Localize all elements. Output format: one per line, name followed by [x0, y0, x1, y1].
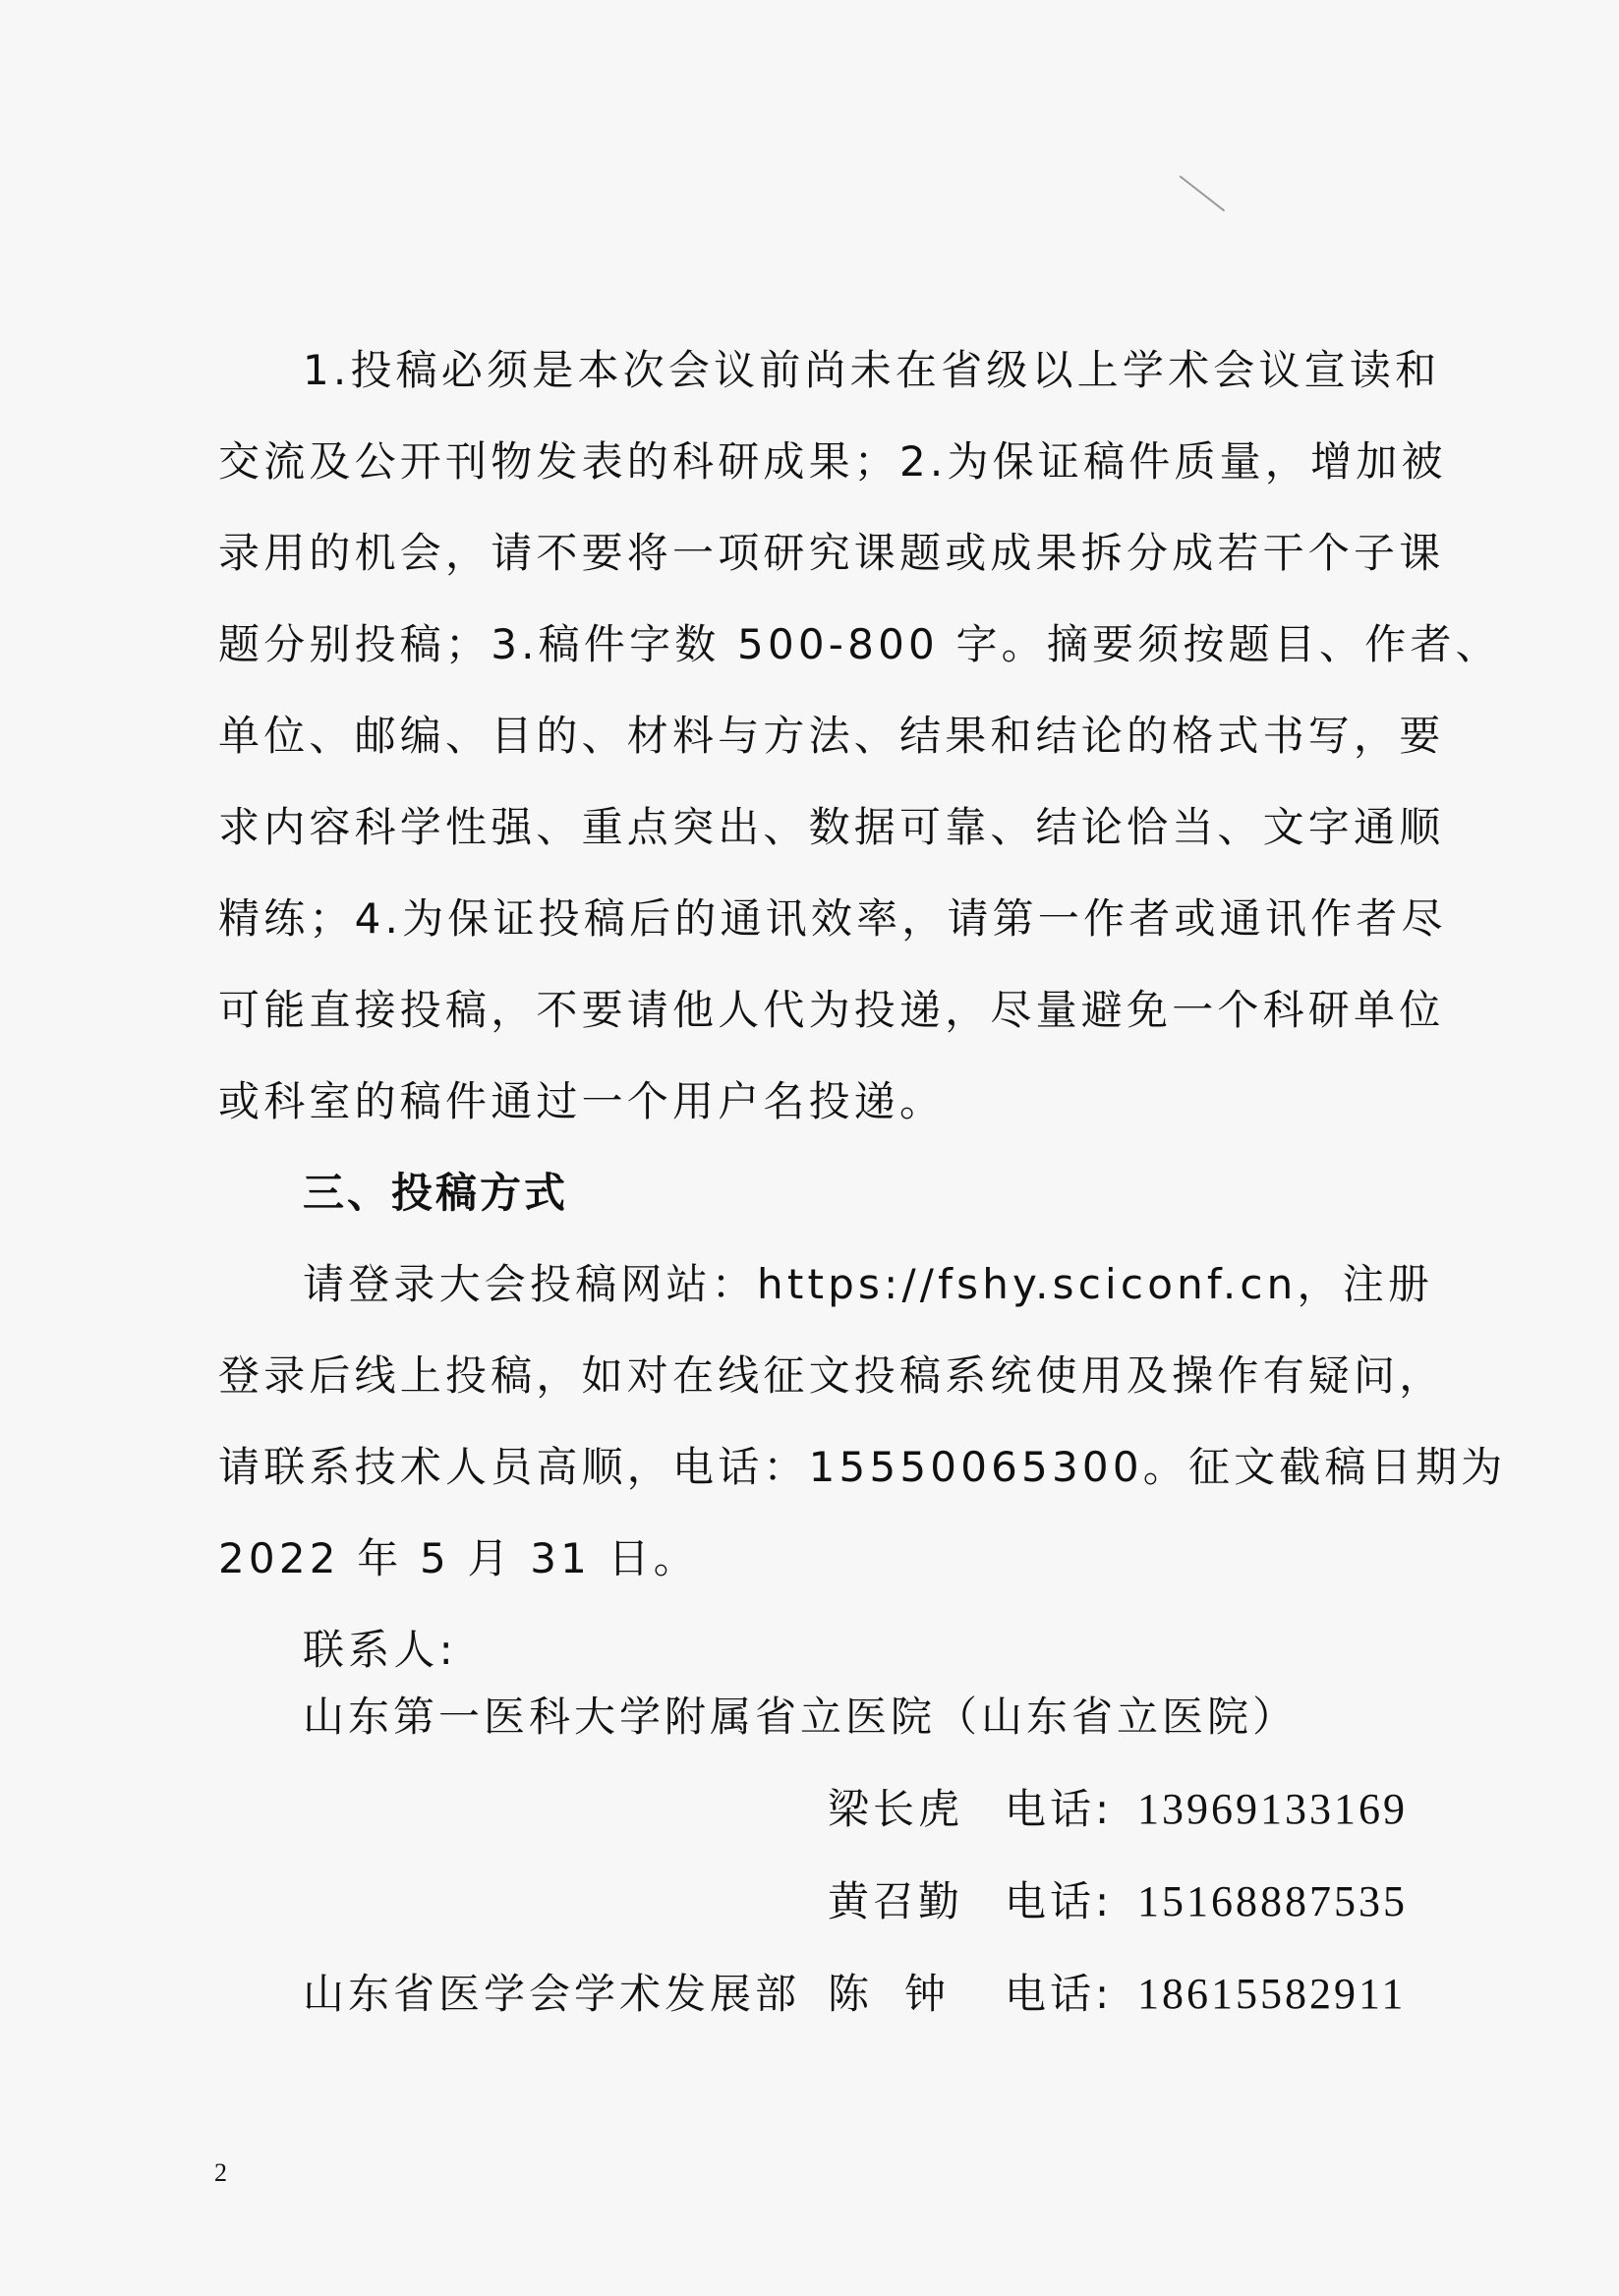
requirements-line-5: 单位、邮编、目的、材料与方法、结果和结论的格式书写，要 [218, 712, 1445, 760]
contact-name: 梁长虎 [828, 1785, 964, 1833]
contact-row [218, 1856, 1408, 1948]
contacts-block [218, 1671, 1408, 2040]
phone-label: 电话: [1005, 1970, 1114, 2018]
contact-name: 陈钟 [828, 1970, 982, 2018]
requirements-line-7: 精练；4.为保证投稿后的通讯效率，请第一作者或通讯作者尽 [218, 894, 1447, 943]
phone-number: 18615582911 [1137, 1970, 1407, 2018]
scan-artifact-mark [1179, 175, 1225, 211]
requirements-line-3: 录用的机会，请不要将一项研究课题或成果拆分成若干个子课 [218, 529, 1445, 577]
phone-label: 电话: [1005, 1877, 1114, 1925]
phone-label: 电话: [1005, 1785, 1114, 1833]
section-heading: 三、投稿方式 [303, 1169, 569, 1217]
contact-org-row [218, 1671, 1408, 1763]
requirements-line-1: 1.投稿必须是本次会议前尚未在省级以上学术会议宣读和 [303, 346, 1441, 394]
phone-number: 13969133169 [1137, 1785, 1408, 1833]
requirements-line-9: 或科室的稿件通过一个用户名投递。 [218, 1077, 946, 1125]
contact-row [218, 1948, 1408, 2040]
phone-number: 15168887535 [1137, 1877, 1408, 1925]
requirements-line-6: 求内容科学性强、重点突出、数据可靠、结论恰当、文字通顺 [218, 803, 1445, 851]
submission-line-2: 登录后线上投稿，如对在线征文投稿系统使用及操作有疑问， [218, 1351, 1445, 1400]
requirements-line-8: 可能直接投稿，不要请他人代为投递，尽量避免一个科研单位 [218, 986, 1445, 1034]
submission-line-4: 2022 年 5 月 31 日。 [218, 1534, 700, 1582]
requirements-line-2: 交流及公开刊物发表的科研成果；2.为保证稿件质量，增加被 [218, 437, 1447, 486]
document-body [218, 324, 1507, 1695]
contact-label: 联系人: [303, 1626, 457, 1674]
submission-line-3: 请联系技术人员高顺，电话：15550065300。征文截稿日期为 [218, 1443, 1507, 1491]
contact-org-1: 山东第一医科大学附属省立医院（山东省立医院） [303, 1693, 1299, 1741]
contact-row [218, 1763, 1408, 1856]
contact-name: 黄召勤 [828, 1877, 964, 1925]
page-number: 2 [214, 2158, 227, 2187]
contact-org-2: 山东省医学会学术发展部 [303, 1970, 801, 2018]
submission-line-1: 请登录大会投稿网站：https://fshy.sciconf.cn，注册 [303, 1260, 1434, 1308]
requirements-line-4: 题分别投稿；3.稿件字数 500-800 字。摘要须按题目、作者、 [218, 620, 1501, 668]
